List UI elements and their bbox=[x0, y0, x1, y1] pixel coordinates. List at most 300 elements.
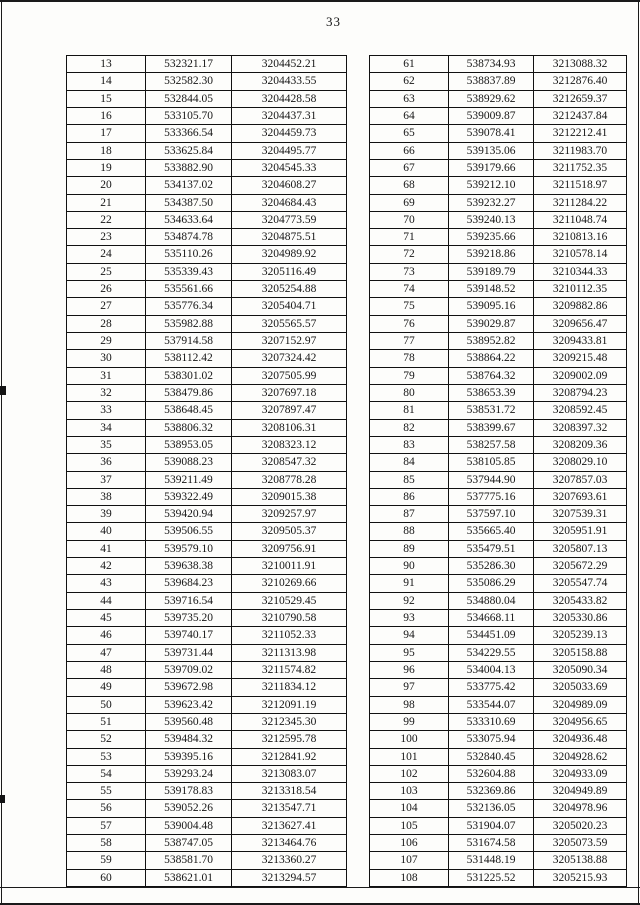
table-row bbox=[370, 73, 627, 90]
table-cell: 531674.58 bbox=[449, 835, 534, 852]
table-cell: 537914.58 bbox=[146, 333, 232, 350]
table-cell: 3209756.91 bbox=[232, 540, 347, 557]
table-cell: 3210790.58 bbox=[232, 610, 347, 627]
table-cell: 532604.88 bbox=[449, 765, 534, 782]
table-row bbox=[370, 367, 627, 384]
table-cell: 534880.04 bbox=[449, 592, 534, 609]
table-cell: 3204452.21 bbox=[232, 56, 347, 73]
table-cell: 70 bbox=[370, 211, 449, 228]
scan-frame-left bbox=[1, 0, 2, 905]
table-row bbox=[67, 384, 347, 401]
table-cell: 74 bbox=[370, 281, 449, 298]
table-cell: 538953.05 bbox=[146, 436, 232, 453]
table-row bbox=[370, 90, 627, 107]
table-cell: 539484.32 bbox=[146, 731, 232, 748]
table-cell: 36 bbox=[67, 454, 146, 471]
table-cell: 65 bbox=[370, 125, 449, 142]
table-cell: 56 bbox=[67, 800, 146, 817]
table-cell: 101 bbox=[370, 748, 449, 765]
table-row bbox=[370, 56, 627, 73]
table-cell: 3205090.34 bbox=[534, 661, 627, 678]
table-cell: 108 bbox=[370, 869, 449, 886]
table-row bbox=[67, 333, 347, 350]
table-cell: 13 bbox=[67, 56, 146, 73]
table-cell: 539672.98 bbox=[146, 679, 232, 696]
table-cell: 60 bbox=[67, 869, 146, 886]
table-cell: 18 bbox=[67, 142, 146, 159]
table-cell: 539179.66 bbox=[449, 159, 534, 176]
table-cell: 3205020.23 bbox=[534, 817, 627, 834]
table-cell: 3213360.27 bbox=[232, 852, 347, 869]
table-cell: 77 bbox=[370, 333, 449, 350]
table-cell: 3213318.54 bbox=[232, 783, 347, 800]
table-cell: 539088.23 bbox=[146, 454, 232, 471]
table-row bbox=[370, 194, 627, 211]
table-row bbox=[370, 142, 627, 159]
table-cell: 14 bbox=[67, 73, 146, 90]
table-cell: 532369.86 bbox=[449, 783, 534, 800]
table-cell: 39 bbox=[67, 506, 146, 523]
table-cell: 3204773.59 bbox=[232, 211, 347, 228]
table-cell: 3209433.81 bbox=[534, 333, 627, 350]
table-row bbox=[67, 817, 347, 834]
table-cell: 71 bbox=[370, 229, 449, 246]
scan-frame-bottom-line bbox=[0, 887, 640, 888]
table-cell: 22 bbox=[67, 211, 146, 228]
table-cell: 3205239.13 bbox=[534, 627, 627, 644]
table-cell: 538621.01 bbox=[146, 869, 232, 886]
table-cell: 96 bbox=[370, 661, 449, 678]
table-cell: 538653.39 bbox=[449, 384, 534, 401]
table-cell: 3212212.41 bbox=[534, 125, 627, 142]
table-cell: 3208592.45 bbox=[534, 402, 627, 419]
table-cell: 42 bbox=[67, 558, 146, 575]
table-row bbox=[370, 177, 627, 194]
table-row bbox=[67, 644, 347, 661]
table-cell: 41 bbox=[67, 540, 146, 557]
table-cell: 3211574.82 bbox=[232, 661, 347, 678]
table-row bbox=[67, 177, 347, 194]
table-cell: 3205116.49 bbox=[232, 263, 347, 280]
table-row bbox=[67, 436, 347, 453]
table-row bbox=[67, 558, 347, 575]
table-row bbox=[67, 298, 347, 315]
table-cell: 539716.54 bbox=[146, 592, 232, 609]
table-cell: 27 bbox=[67, 298, 146, 315]
table-row bbox=[67, 419, 347, 436]
table-cell: 21 bbox=[67, 194, 146, 211]
table-row bbox=[67, 73, 347, 90]
table-cell: 81 bbox=[370, 402, 449, 419]
table-cell: 107 bbox=[370, 852, 449, 869]
table-row bbox=[67, 540, 347, 557]
table-cell: 3212876.40 bbox=[534, 73, 627, 90]
table-cell: 539240.13 bbox=[449, 211, 534, 228]
table-cell: 3212595.78 bbox=[232, 731, 347, 748]
table-cell: 3204684.43 bbox=[232, 194, 347, 211]
table-cell: 3204437.31 bbox=[232, 107, 347, 124]
table-cell: 105 bbox=[370, 817, 449, 834]
table-cell: 3204608.27 bbox=[232, 177, 347, 194]
table-cell: 3209257.97 bbox=[232, 506, 347, 523]
table-cell: 3210011.91 bbox=[232, 558, 347, 575]
table-row bbox=[67, 159, 347, 176]
table-cell: 29 bbox=[67, 333, 146, 350]
table-cell: 3210578.14 bbox=[534, 246, 627, 263]
table-cell: 94 bbox=[370, 627, 449, 644]
table-cell: 16 bbox=[67, 107, 146, 124]
table-cell: 535776.34 bbox=[146, 298, 232, 315]
table-cell: 79 bbox=[370, 367, 449, 384]
table-cell: 539029.87 bbox=[449, 315, 534, 332]
table-row bbox=[370, 298, 627, 315]
table-cell: 91 bbox=[370, 575, 449, 592]
table-cell: 534004.13 bbox=[449, 661, 534, 678]
table-row bbox=[67, 696, 347, 713]
table-cell: 58 bbox=[67, 835, 146, 852]
table-cell: 3207857.03 bbox=[534, 471, 627, 488]
table-row bbox=[67, 835, 347, 852]
table-cell: 69 bbox=[370, 194, 449, 211]
table-cell: 3212659.37 bbox=[534, 90, 627, 107]
table-row bbox=[67, 315, 347, 332]
table-cell: 50 bbox=[67, 696, 146, 713]
table-cell: 534451.09 bbox=[449, 627, 534, 644]
table-cell: 53 bbox=[67, 748, 146, 765]
table-cell: 539212.10 bbox=[449, 177, 534, 194]
table-cell: 539078.41 bbox=[449, 125, 534, 142]
table-row bbox=[370, 454, 627, 471]
table-cell: 534229.55 bbox=[449, 644, 534, 661]
table-cell: 59 bbox=[67, 852, 146, 869]
table-cell: 51 bbox=[67, 713, 146, 730]
table-cell: 535339.43 bbox=[146, 263, 232, 280]
table-cell: 3208778.28 bbox=[232, 471, 347, 488]
table-cell: 85 bbox=[370, 471, 449, 488]
table-cell: 3211518.97 bbox=[534, 177, 627, 194]
table-cell: 539709.02 bbox=[146, 661, 232, 678]
table-row bbox=[67, 523, 347, 540]
table-cell: 102 bbox=[370, 765, 449, 782]
table-cell: 63 bbox=[370, 90, 449, 107]
table-cell: 3204433.55 bbox=[232, 73, 347, 90]
table-cell: 3204978.96 bbox=[534, 800, 627, 817]
table-cell: 3204459.73 bbox=[232, 125, 347, 142]
table-cell: 32 bbox=[67, 384, 146, 401]
table-cell: 3207324.42 bbox=[232, 350, 347, 367]
table-cell: 3212091.19 bbox=[232, 696, 347, 713]
table-cell: 3213464.76 bbox=[232, 835, 347, 852]
table-cell: 532844.05 bbox=[146, 90, 232, 107]
table-cell: 3208397.32 bbox=[534, 419, 627, 436]
table-cell: 539293.24 bbox=[146, 765, 232, 782]
table-row bbox=[370, 540, 627, 557]
table-row bbox=[370, 817, 627, 834]
table-cell: 3207505.99 bbox=[232, 367, 347, 384]
table-cell: 539009.87 bbox=[449, 107, 534, 124]
table-row bbox=[370, 696, 627, 713]
table-cell: 539211.49 bbox=[146, 471, 232, 488]
table-cell: 103 bbox=[370, 783, 449, 800]
table-cell: 539178.83 bbox=[146, 783, 232, 800]
table-cell: 533310.69 bbox=[449, 713, 534, 730]
table-cell: 76 bbox=[370, 315, 449, 332]
table-cell: 539095.16 bbox=[449, 298, 534, 315]
table-row bbox=[67, 765, 347, 782]
table-cell: 3212841.92 bbox=[232, 748, 347, 765]
table-cell: 538747.05 bbox=[146, 835, 232, 852]
table-cell: 15 bbox=[67, 90, 146, 107]
table-cell: 539052.26 bbox=[146, 800, 232, 817]
table-cell: 26 bbox=[67, 281, 146, 298]
table-row bbox=[370, 748, 627, 765]
table-row bbox=[370, 159, 627, 176]
table-cell: 539638.38 bbox=[146, 558, 232, 575]
table-cell: 3208547.32 bbox=[232, 454, 347, 471]
table-cell: 533882.90 bbox=[146, 159, 232, 176]
table-row bbox=[67, 402, 347, 419]
table-cell: 531225.52 bbox=[449, 869, 534, 886]
coordinate-table-left bbox=[66, 55, 347, 887]
table-cell: 89 bbox=[370, 540, 449, 557]
table-cell: 3204989.09 bbox=[534, 696, 627, 713]
table-cell: 28 bbox=[67, 315, 146, 332]
table-cell: 84 bbox=[370, 454, 449, 471]
table-cell: 3210112.35 bbox=[534, 281, 627, 298]
table-row bbox=[67, 713, 347, 730]
table-cell: 3205547.74 bbox=[534, 575, 627, 592]
table-cell: 3209505.37 bbox=[232, 523, 347, 540]
table-cell: 534137.02 bbox=[146, 177, 232, 194]
table-cell: 539623.42 bbox=[146, 696, 232, 713]
table-cell: 82 bbox=[370, 419, 449, 436]
table-row bbox=[67, 679, 347, 696]
table-cell: 3205138.88 bbox=[534, 852, 627, 869]
table-cell: 3211313.98 bbox=[232, 644, 347, 661]
table-row bbox=[67, 246, 347, 263]
table-cell: 3204936.48 bbox=[534, 731, 627, 748]
table-row bbox=[370, 246, 627, 263]
table-cell: 97 bbox=[370, 679, 449, 696]
table-cell: 72 bbox=[370, 246, 449, 263]
table-cell: 3212345.30 bbox=[232, 713, 347, 730]
table-row bbox=[370, 783, 627, 800]
page-number: 33 bbox=[326, 14, 341, 29]
table-cell: 3207152.97 bbox=[232, 333, 347, 350]
table-row bbox=[370, 333, 627, 350]
table-row bbox=[370, 419, 627, 436]
table-row bbox=[370, 436, 627, 453]
table-cell: 538648.45 bbox=[146, 402, 232, 419]
table-cell: 87 bbox=[370, 506, 449, 523]
table-row bbox=[370, 488, 627, 505]
table-row bbox=[370, 661, 627, 678]
table-row bbox=[67, 731, 347, 748]
table-cell: 3204545.33 bbox=[232, 159, 347, 176]
table-cell: 3205215.93 bbox=[534, 869, 627, 886]
table-cell: 88 bbox=[370, 523, 449, 540]
table-cell: 3204989.92 bbox=[232, 246, 347, 263]
table-row bbox=[67, 454, 347, 471]
table-cell: 30 bbox=[67, 350, 146, 367]
table-cell: 80 bbox=[370, 384, 449, 401]
table-row bbox=[370, 713, 627, 730]
table-cell: 531448.19 bbox=[449, 852, 534, 869]
table-cell: 93 bbox=[370, 610, 449, 627]
table-row bbox=[67, 107, 347, 124]
table-cell: 40 bbox=[67, 523, 146, 540]
table-cell: 533544.07 bbox=[449, 696, 534, 713]
table-cell: 539322.49 bbox=[146, 488, 232, 505]
table-row bbox=[370, 263, 627, 280]
table-cell: 538257.58 bbox=[449, 436, 534, 453]
table-cell: 3205433.82 bbox=[534, 592, 627, 609]
table-cell: 539740.17 bbox=[146, 627, 232, 644]
table-cell: 534387.50 bbox=[146, 194, 232, 211]
table-cell: 537597.10 bbox=[449, 506, 534, 523]
table-cell: 533075.94 bbox=[449, 731, 534, 748]
table-row bbox=[370, 107, 627, 124]
table-row bbox=[370, 471, 627, 488]
table-cell: 538837.89 bbox=[449, 73, 534, 90]
table-cell: 17 bbox=[67, 125, 146, 142]
table-cell: 537944.90 bbox=[449, 471, 534, 488]
table-cell: 99 bbox=[370, 713, 449, 730]
table-cell: 538929.62 bbox=[449, 90, 534, 107]
table-cell: 3205158.88 bbox=[534, 644, 627, 661]
table-cell: 532136.05 bbox=[449, 800, 534, 817]
table-cell: 3205073.59 bbox=[534, 835, 627, 852]
table-cell: 539420.94 bbox=[146, 506, 232, 523]
table-cell: 539235.66 bbox=[449, 229, 534, 246]
table-row bbox=[67, 800, 347, 817]
table-cell: 73 bbox=[370, 263, 449, 280]
table-cell: 37 bbox=[67, 471, 146, 488]
table-cell: 539135.06 bbox=[449, 142, 534, 159]
table-cell: 3205672.29 bbox=[534, 558, 627, 575]
table-cell: 3208029.10 bbox=[534, 454, 627, 471]
table-row bbox=[370, 281, 627, 298]
table-cell: 538734.93 bbox=[449, 56, 534, 73]
table-cell: 532582.30 bbox=[146, 73, 232, 90]
table-row bbox=[370, 800, 627, 817]
table-row bbox=[67, 142, 347, 159]
table-cell: 66 bbox=[370, 142, 449, 159]
table-row bbox=[67, 367, 347, 384]
table-row bbox=[67, 56, 347, 73]
table-cell: 44 bbox=[67, 592, 146, 609]
table-cell: 86 bbox=[370, 488, 449, 505]
table-cell: 3204495.77 bbox=[232, 142, 347, 159]
scan-artifact bbox=[0, 386, 6, 395]
table-cell: 3204949.89 bbox=[534, 783, 627, 800]
table-row bbox=[370, 229, 627, 246]
table-row bbox=[67, 90, 347, 107]
table-cell: 538399.67 bbox=[449, 419, 534, 436]
table-cell: 539218.86 bbox=[449, 246, 534, 263]
table-cell: 3209882.86 bbox=[534, 298, 627, 315]
table-row bbox=[67, 506, 347, 523]
table-cell: 534874.78 bbox=[146, 229, 232, 246]
table-row bbox=[370, 592, 627, 609]
table-cell: 55 bbox=[67, 783, 146, 800]
table-cell: 62 bbox=[370, 73, 449, 90]
table-cell: 106 bbox=[370, 835, 449, 852]
table-cell: 3210269.66 bbox=[232, 575, 347, 592]
table-cell: 3207539.31 bbox=[534, 506, 627, 523]
table-cell: 25 bbox=[67, 263, 146, 280]
table-cell: 43 bbox=[67, 575, 146, 592]
table-cell: 3205565.57 bbox=[232, 315, 347, 332]
table-cell: 539148.52 bbox=[449, 281, 534, 298]
table-cell: 3205951.91 bbox=[534, 523, 627, 540]
table-cell: 539506.55 bbox=[146, 523, 232, 540]
table-body bbox=[370, 56, 627, 887]
table-cell: 3205404.71 bbox=[232, 298, 347, 315]
table-cell: 3211983.70 bbox=[534, 142, 627, 159]
table-cell: 38 bbox=[67, 488, 146, 505]
table-cell: 49 bbox=[67, 679, 146, 696]
table-cell: 532321.17 bbox=[146, 56, 232, 73]
table-row bbox=[67, 852, 347, 869]
table-cell: 90 bbox=[370, 558, 449, 575]
table-cell: 539189.79 bbox=[449, 263, 534, 280]
table-cell: 61 bbox=[370, 56, 449, 73]
table-row bbox=[370, 679, 627, 696]
table-cell: 3211048.74 bbox=[534, 211, 627, 228]
table-cell: 533105.70 bbox=[146, 107, 232, 124]
table-cell: 24 bbox=[67, 246, 146, 263]
table-row bbox=[370, 558, 627, 575]
table-row bbox=[67, 575, 347, 592]
table-cell: 3211052.33 bbox=[232, 627, 347, 644]
table-cell: 3209015.38 bbox=[232, 488, 347, 505]
table-cell: 3211834.12 bbox=[232, 679, 347, 696]
table-cell: 3204956.65 bbox=[534, 713, 627, 730]
table-cell: 535110.26 bbox=[146, 246, 232, 263]
table-row bbox=[67, 748, 347, 765]
table-row bbox=[67, 194, 347, 211]
table-row bbox=[67, 125, 347, 142]
table-cell: 3208209.36 bbox=[534, 436, 627, 453]
scan-artifact bbox=[0, 795, 5, 803]
table-cell: 533625.84 bbox=[146, 142, 232, 159]
table-row bbox=[67, 350, 347, 367]
table-cell: 75 bbox=[370, 298, 449, 315]
table-row bbox=[67, 229, 347, 246]
table-cell: 98 bbox=[370, 696, 449, 713]
table-row bbox=[67, 488, 347, 505]
table-cell: 23 bbox=[67, 229, 146, 246]
table-cell: 3213088.32 bbox=[534, 56, 627, 73]
table-cell: 539232.27 bbox=[449, 194, 534, 211]
table-cell: 35 bbox=[67, 436, 146, 453]
table-cell: 534633.64 bbox=[146, 211, 232, 228]
table-cell: 538952.82 bbox=[449, 333, 534, 350]
table-cell: 57 bbox=[67, 817, 146, 834]
table-cell: 64 bbox=[370, 107, 449, 124]
table-cell: 78 bbox=[370, 350, 449, 367]
table-row bbox=[67, 471, 347, 488]
table-cell: 19 bbox=[67, 159, 146, 176]
table-cell: 54 bbox=[67, 765, 146, 782]
table-row bbox=[370, 523, 627, 540]
table-cell: 33 bbox=[67, 402, 146, 419]
table-cell: 20 bbox=[67, 177, 146, 194]
table-cell: 83 bbox=[370, 436, 449, 453]
table-cell: 3207897.47 bbox=[232, 402, 347, 419]
table-cell: 3210529.45 bbox=[232, 592, 347, 609]
